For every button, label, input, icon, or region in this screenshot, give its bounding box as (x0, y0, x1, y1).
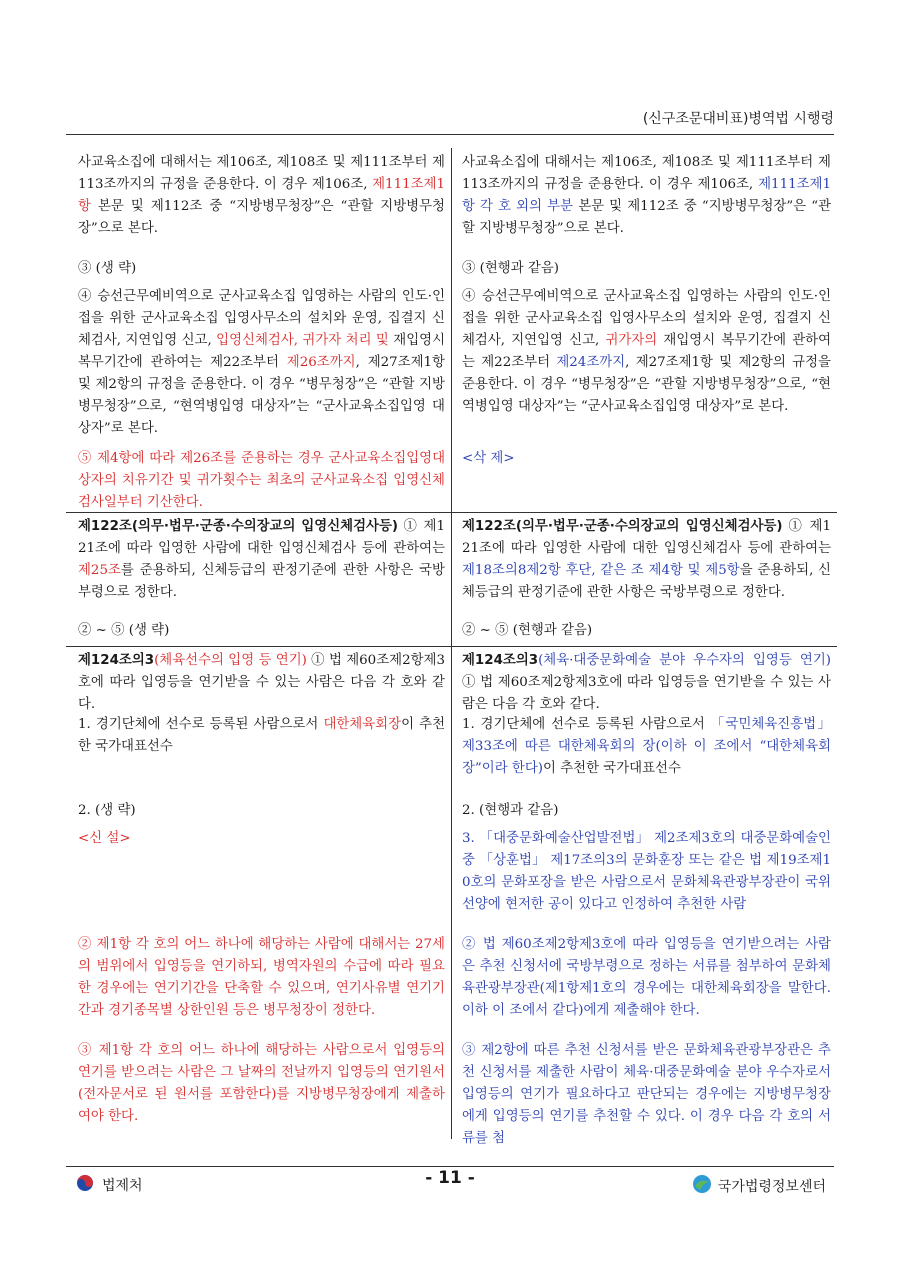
item-1: 1. 경기단체에 선수로 등록된 사람으로서 「국민체육진흥법」 제33조에 따른 대한체육회의 장(이하 이 조에서 “대한체육회장”이라 한다)이 추천한 국가대표선수 (462, 717, 831, 776)
clause-2: ② 제1항 각 호의 어느 하나에 해당하는 사람에 대해서는 27세의 범위에서 입영등을 연기하되, 병역자원의 수급에 따라 필요한 경우에는 연기기간을 단축할 수 있으며, 연기사유별 연기기간과 경기종목별 상한인원 등은 병무청장이 정한다. (78, 937, 445, 1018)
comparison-table (66, 148, 837, 1146)
clause-3: ③ 제1항 각 호의 어느 하나에 해당하는 사람으로서 입영등의 연기를 받으려는 사람은 그 날짜의 전날까지 입영등의 연기원서(전자문서로 된 원서를 포함한다)를 지방병무청장에게 제출하여야 한다. (78, 1043, 445, 1124)
paragraph-1: 사교육소집에 대해서는 제106조, 제108조 및 제111조부터 제113조까지의 규정을 준용한다. 이 경우 제106조, 제111조제1항 본문 및 제112조 중 “지방병무청장”은 “관할 지방병무청장”으로 본다. (78, 155, 445, 236)
document-title: (신구조문대비표)병역법 시행령 (642, 111, 834, 127)
page-header (66, 108, 834, 135)
clause-2: ② 법 제60조제2항제3호에 따라 입영등을 연기받으려는 사람은 추천 신청서에 국방부령으로 정하는 서류를 첨부하여 문화체육관광부장관(제1항제1호의 경우에는 대한체육회장을 말한다. 이하 이 조에서 같다)에게 제출해야 한다. (462, 937, 831, 1018)
paragraph-4: ④ 승선근무예비역으로 군사교육소집 입영하는 사람의 인도·인접을 위한 군사교육소집 입영사무소의 설치와 운영, 집결지 신체검사, 지연입영 신고, 입영신체검사, 귀가자 처리 및 재입영시 복무기간에 관하여는 제22조부터 제26조까지, 제27조제1항 및 제2항의 규정을 준용한다. 이 경우 “병무청장”은 “관할 지방병무청장”으로, “현역병입영 대상자”는 “군사교육소집입영 대상자”로 본다. (78, 289, 446, 436)
paragraph-1: 사교육소집에 대해서는 제106조, 제108조 및 제111조부터 제113조까지의 규정을 준용한다. 이 경우 제106조, 제111조제1항 각 호 외의 부분 본문 및 제112조 중 “지방병무청장”은 “관할 지방병무청장”으로 본다. (462, 155, 832, 236)
item-3: 3. 「대중문화예술산업발전법」 제2조제3호의 대중문화예술인 중 「상훈법」 제17조의3의 문화훈장 또는 같은 법 제19조제10호의 문화포장을 받은 사람으로서 문화체육관광부장관이 국위선양에 현저한 공이 있다고 인정하여 추천한 사람 (462, 831, 831, 912)
article-124-3: 제124조의3(체육·대중문화예술 분야 우수자의 입영등 연기) ① 법 제60조제2항제3호에 따라 입영등을 연기받을 수 있는 사람은 다음 각 호와 같다. (462, 653, 831, 712)
footer-right (692, 1174, 826, 1198)
footer-line (66, 1166, 834, 1167)
paragraph-5: ⑤ 제4항에 따라 제26조를 준용하는 경우 군사교육소집입영대상자의 치유기간 및 귀가횟수는 최초의 군사교육소집 입영신체검사일부터 기산한다. (78, 451, 445, 510)
article-122-rest: ② ~ ⑤ (현행과 같음) (462, 623, 593, 638)
item-3: <신 설> (78, 831, 131, 846)
paragraph-3: ③ (현행과 같음) (462, 261, 560, 276)
globe-logo-icon (692, 1174, 712, 1198)
article-124-3: 제124조의3(체육선수의 입영 등 연기) ① 법 제60조제2항제3호에 따라 입영등을 연기받을 수 있는 사람은 다음 각 호와 같다. (78, 653, 445, 712)
article-122: 제122조(의무·법무·군종·수의장교의 입영신체검사등) ① 제121조에 따라 입영한 사람에 대한 입영신체검사 등에 관하여는 제18조의8제2항 후단, 같은 조 제4항 및 제5항을 준용하되, 신체등급의 판정기준에 관한 사항은 국방부령으로 정한다. (462, 519, 831, 600)
article-122: 제122조(의무·법무·군종·수의장교의 입영신체검사등) ① 제121조에 따라 입영한 사람에 대한 입영신체검사 등에 관하여는 제25조를 준용하되, 신체등급의 판정기준에 관한 사항은 국방부령으로 정한다. (78, 519, 445, 600)
footer-org: 법제처 (102, 1178, 143, 1194)
item-2: 2. (현행과 같음) (462, 803, 559, 818)
item-1: 1. 경기단체에 선수로 등록된 사람으로서 대한체육회장이 추천한 국가대표선수 (78, 717, 446, 754)
article-122-rest: ② ~ ⑤ (생 략) (78, 623, 170, 638)
new-text-column (452, 148, 837, 1146)
paragraph-3: ③ (생 략) (78, 261, 137, 276)
paragraph-4: ④ 승선근무예비역으로 군사교육소집 입영하는 사람의 인도·인접을 위한 군사교육소집 입영사무소의 설치와 운영, 집결지 신체검사, 지연입영 신고, 귀가자의 재입영시 복무기간에 관하여는 제22조부터 제24조까지, 제27조제1항 및 제2항의 규정을 준용한다. 이 경우 “병무청장”은 “관할 지방병무청장”으로, “현역병입영 대상자”는 “군사교육소집입영 대상자”로 본다. (462, 289, 832, 414)
paragraph-5: <삭 제> (462, 451, 515, 466)
old-text-column (66, 148, 451, 1139)
item-2: 2. (생 략) (78, 803, 136, 818)
page-number: - 11 - (425, 1168, 475, 1188)
clause-3: ③ 제2항에 따른 추천 신청서를 받은 문화체육관광부장관은 추천 신청서를 제출한 사람이 체육·대중문화예술 분야 우수자로서 입영등의 연기가 필요하다고 판단되는 경우에는 지방병무청장에게 입영등의 연기를 추천할 수 있다. 이 경우 다음 각 호의 서류를 첨 (462, 1043, 831, 1146)
footer-center-name: 국가법령정보센터 (717, 1179, 826, 1195)
